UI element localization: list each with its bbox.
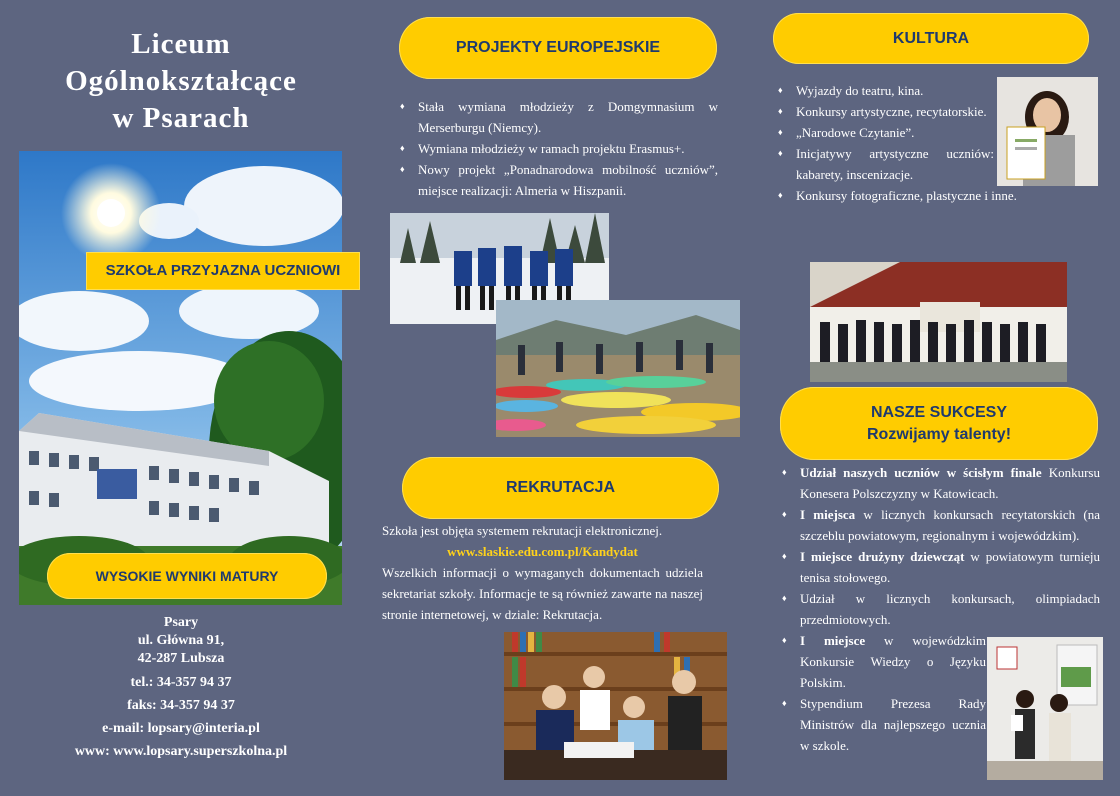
list-item bbox=[778, 630, 986, 693]
kayak-trip-photo bbox=[496, 300, 740, 437]
list-item: ♦ Wyjazdy do teatru, kina. bbox=[774, 80, 994, 101]
success-bold: Udział naszych uczniów w ścisłym finale bbox=[800, 465, 1042, 480]
list-item: ♦ Stała wymiana młodzieży z Domgymnasium w Merserburgu (Niemcy). bbox=[396, 96, 718, 138]
school-title-line-2: Ogólnokształcące bbox=[65, 65, 297, 97]
list-item: ♦ Inicjatywy artystyczne uczniów: kabarety, inscenizacje. bbox=[774, 143, 994, 185]
recruitment-heading: REKRUTACJA bbox=[402, 457, 719, 519]
contact-info bbox=[20, 614, 342, 761]
culture-heading: KULTURA bbox=[773, 13, 1089, 64]
list-item: ♦ Konkursy fotograficzne, plastyczne i inne. bbox=[774, 185, 1086, 206]
contact-city: Psary bbox=[163, 615, 199, 630]
contact-fax: faks: 34-357 94 37 bbox=[127, 698, 235, 713]
list-item: ♦ Nowy projekt „Ponadnarodowa mobilność uczniów”, miejsce realizacji: Almeria w Hiszpanii. bbox=[396, 159, 718, 201]
contact-postal: 42-287 Lubsza bbox=[137, 651, 225, 666]
list-item: ♦ Wymiana młodzieży w ramach projektu Erasmus+. bbox=[396, 138, 718, 159]
school-trip-group-photo bbox=[810, 262, 1067, 382]
success-text: w licznych konkursach recytatorskich (na szczeblu powiatowym, regionalnym i wojewódzkim). bbox=[800, 507, 1100, 543]
success-text: Stypendium Prezesa Rady Ministrów dla najlepszego ucznia w szkole. bbox=[800, 696, 986, 753]
contact-email: e-mail: lopsary@interia.pl bbox=[102, 721, 260, 736]
list-item bbox=[778, 588, 1100, 630]
award-ceremony-photo bbox=[987, 637, 1103, 780]
culture-list bbox=[774, 80, 1017, 206]
student-diploma-photo bbox=[997, 77, 1098, 186]
list-item bbox=[778, 462, 1100, 504]
successes-title: NASZE SUKCESY bbox=[870, 404, 1008, 421]
projects-heading: PROJEKTY EUROPEJSKIE bbox=[399, 17, 717, 79]
contact-www: www: www.lopsary.superszkolna.pl bbox=[74, 744, 288, 759]
library-students-photo bbox=[504, 632, 727, 780]
school-title-line-1: Liceum bbox=[131, 28, 231, 60]
success-bold: I miejsca bbox=[800, 507, 856, 522]
successes-subtitle: Rozwijamy talenty! bbox=[866, 426, 1012, 443]
recruitment-body: Wszelkich informacji o wymaganych dokumentach udziela sekretariat szkoły. Informacje te są również zawarte na naszej stronie internetowej, w dziale: Rekrutacja. bbox=[382, 565, 703, 622]
school-building-photo bbox=[19, 151, 342, 605]
success-bold: I miejsce bbox=[800, 633, 866, 648]
school-title bbox=[20, 26, 342, 137]
list-item bbox=[778, 693, 986, 756]
contact-street: ul. Główna 91, bbox=[137, 633, 225, 648]
recruitment-intro: Szkoła jest objęta systemem rekrutacji elektronicznej. bbox=[382, 523, 663, 538]
success-text: Udział w licznych konkursach, olimpiadach przedmiotowych. bbox=[800, 591, 1100, 627]
list-item bbox=[778, 546, 1100, 588]
success-text: w wojewódzkim Konkursie Wiedzy o Języku Polskim. bbox=[800, 633, 986, 690]
list-item: ♦ Konkursy artystyczne, recytatorskie. bbox=[774, 101, 994, 122]
projects-list bbox=[396, 96, 718, 201]
contact-tel: tel.: 34-357 94 37 bbox=[130, 675, 232, 690]
recruitment-link[interactable]: www.slaskie.edu.com.pl/Kandydat bbox=[447, 544, 638, 559]
successes-heading bbox=[780, 387, 1098, 460]
recruitment-text bbox=[382, 520, 703, 625]
success-text: w powiatowym turnieju tenisa stołowego. bbox=[800, 549, 1100, 585]
list-item bbox=[778, 504, 1100, 546]
banner-high-exam-results: WYSOKIE WYNIKI MATURY bbox=[47, 553, 327, 599]
list-item: ♦ „Narodowe Czytanie”. bbox=[774, 122, 994, 143]
banner-friendly-school: SZKOŁA PRZYJAZNA UCZNIOWI bbox=[86, 252, 360, 290]
success-bold: I miejsce drużyny dziewcząt bbox=[800, 549, 965, 564]
school-title-line-3: w Psarach bbox=[112, 102, 250, 134]
success-text: Konkursu Konesera Polszczyzny w Katowicach. bbox=[800, 465, 1100, 501]
